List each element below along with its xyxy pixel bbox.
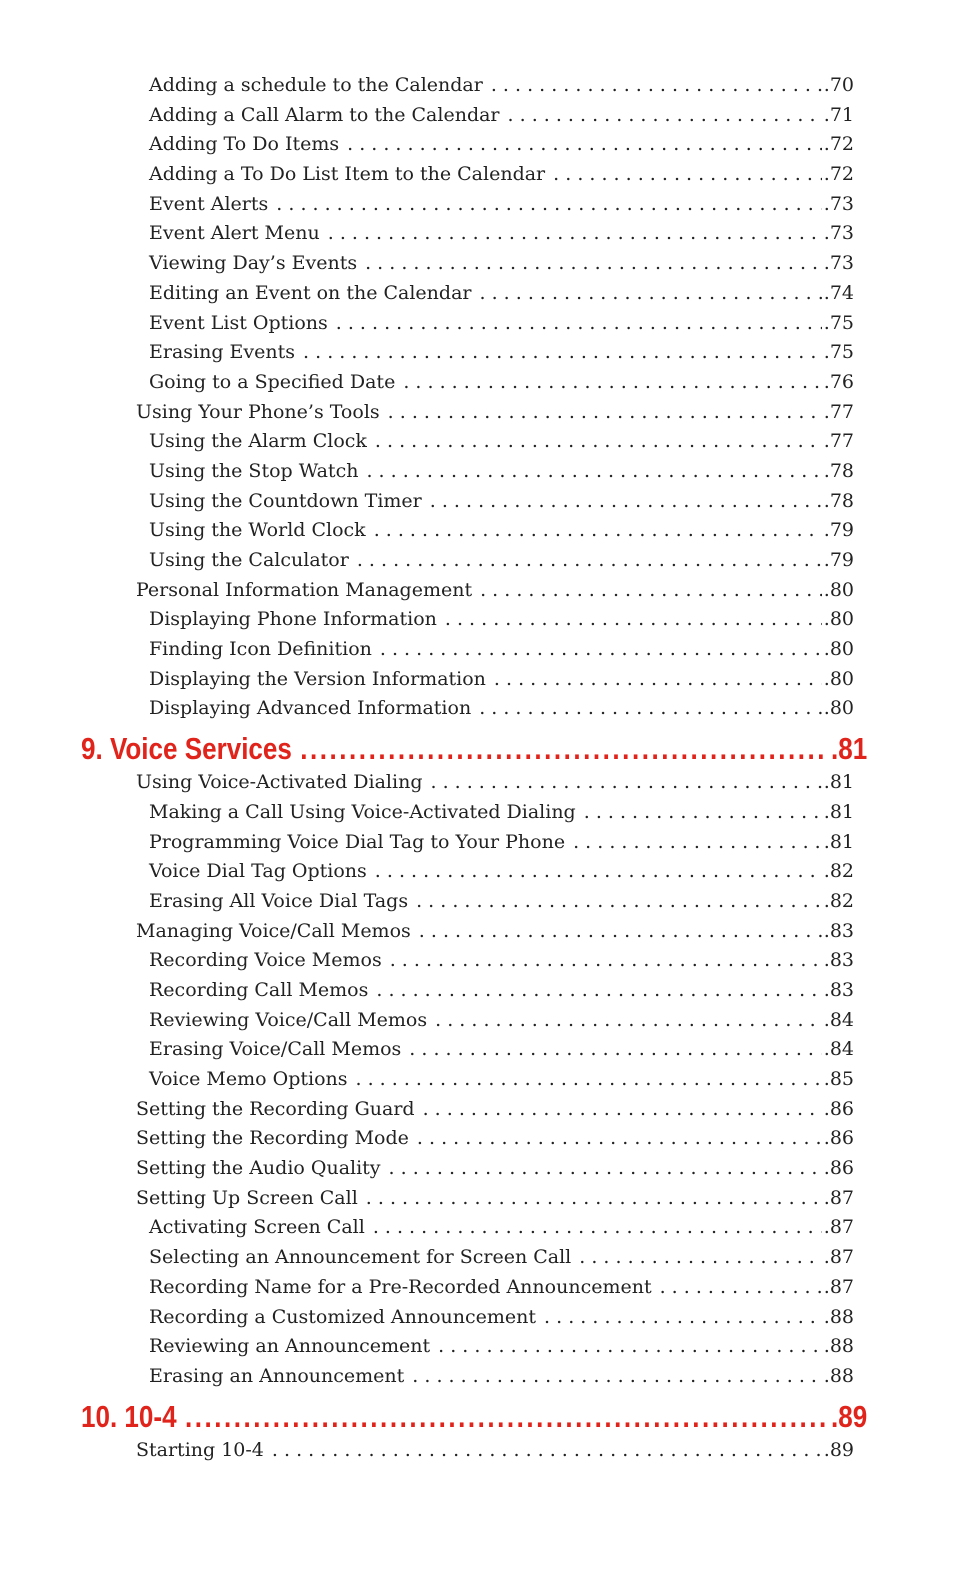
toc-entry-title: Adding a schedule to the Calendar xyxy=(149,74,483,96)
toc-entry-title: Using the Calculator xyxy=(149,549,349,571)
toc-entry-page-number: .81 xyxy=(823,771,854,794)
dot-leader xyxy=(375,430,822,452)
dot-leader xyxy=(300,731,827,767)
dot-leader xyxy=(579,1246,822,1268)
toc-entry[interactable] xyxy=(0,608,854,638)
toc-entry[interactable] xyxy=(0,860,854,890)
toc-entry-page-number: .73 xyxy=(823,222,854,245)
toc-entry-page-number: .83 xyxy=(823,978,854,1001)
toc-entry-page-number: .82 xyxy=(823,860,854,883)
toc-entry[interactable] xyxy=(0,371,854,401)
toc-entry[interactable] xyxy=(0,341,854,371)
toc-entry-page-number: .88 xyxy=(823,1335,854,1358)
toc-entry[interactable] xyxy=(0,697,854,727)
toc-entry[interactable] xyxy=(0,460,854,490)
toc-entry-title: Reviewing Voice/Call Memos xyxy=(149,1008,428,1031)
toc-entry-page-number: .72 xyxy=(823,133,854,156)
dot-leader xyxy=(438,1335,822,1357)
toc-entry-page-number: .87 xyxy=(823,1186,854,1209)
toc-entry-title: Finding Icon Definition xyxy=(149,638,372,661)
toc-entry[interactable] xyxy=(0,1127,854,1157)
toc-entry[interactable] xyxy=(0,163,854,193)
toc-entry-page-number: .84 xyxy=(823,1038,854,1061)
toc-entry[interactable] xyxy=(0,1306,854,1336)
toc-entry[interactable] xyxy=(0,312,854,342)
dot-leader xyxy=(430,490,822,512)
dot-leader xyxy=(480,579,822,601)
dot-leader xyxy=(328,222,822,244)
dot-leader xyxy=(430,771,821,793)
toc-entry-title: Event Alert Menu xyxy=(149,222,320,245)
toc-entry[interactable] xyxy=(0,1216,854,1246)
toc-entry[interactable] xyxy=(0,1038,854,1068)
toc-entry-title: Voice Dial Tag Options xyxy=(149,860,367,883)
toc-entry-page-number: .88 xyxy=(823,1305,854,1328)
toc-entry-title: Erasing an Announcement xyxy=(149,1364,405,1387)
dot-leader xyxy=(417,1127,822,1149)
dot-leader xyxy=(357,549,822,571)
toc-entry-title: Setting the Recording Guard xyxy=(136,1097,415,1120)
dot-leader xyxy=(409,1038,821,1060)
toc-entry-page-number: .81 xyxy=(823,830,854,853)
toc-entry-page-number: .74 xyxy=(823,281,854,304)
toc-entry-title: Erasing Events xyxy=(149,341,296,364)
toc-entry[interactable] xyxy=(0,133,854,163)
toc-entry[interactable] xyxy=(0,920,854,950)
dot-leader xyxy=(553,163,822,185)
dot-leader xyxy=(185,1399,828,1435)
toc-entry[interactable] xyxy=(0,401,854,431)
toc-entry-title: Setting Up Screen Call xyxy=(136,1186,358,1209)
toc-entry[interactable] xyxy=(0,831,854,861)
toc-entry-title: Setting the Recording Mode xyxy=(136,1127,409,1150)
dot-leader xyxy=(373,1216,822,1238)
dot-leader xyxy=(303,341,822,363)
toc-entry-title: Recording Name for a Pre-Recorded Announcement xyxy=(149,1275,652,1298)
dot-leader xyxy=(494,668,822,690)
toc-entry-page-number: .70 xyxy=(823,74,854,96)
toc-entry-title: Using Your Phone’s Tools xyxy=(136,400,380,423)
toc-entry-title: Recording Call Memos xyxy=(149,978,369,1001)
toc-entry-page-number: .71 xyxy=(823,103,854,126)
toc-entry-title: Adding a Call Alarm to the Calendar xyxy=(149,103,500,126)
toc-entry-page-number: .80 xyxy=(823,697,854,720)
dot-leader xyxy=(276,193,822,215)
dot-leader xyxy=(366,460,821,482)
toc-entry[interactable] xyxy=(0,1365,854,1395)
toc-entry-title: Using the Alarm Clock xyxy=(149,430,367,453)
toc-entry-title: Viewing Day’s Events xyxy=(149,252,358,275)
toc-entry-page-number: .82 xyxy=(823,889,854,912)
toc-entry[interactable] xyxy=(0,1439,854,1469)
dot-leader xyxy=(365,252,822,274)
toc-entry-page-number: .77 xyxy=(823,400,854,423)
toc-entry-title: Event List Options xyxy=(149,311,328,334)
toc-entry-title: Voice Memo Options xyxy=(149,1068,348,1090)
toc-entry-title: Using the Stop Watch xyxy=(149,459,359,482)
toc-entry-page-number: .77 xyxy=(823,430,854,453)
table-of-contents xyxy=(0,74,954,1468)
toc-entry[interactable] xyxy=(0,1335,854,1365)
toc-entry[interactable] xyxy=(0,1246,854,1276)
dot-leader xyxy=(366,1187,822,1209)
toc-entry-page-number: .83 xyxy=(823,919,854,942)
toc-entry-title: 10. 10-4 xyxy=(81,1398,177,1434)
toc-entry[interactable] xyxy=(0,949,854,979)
toc-entry[interactable] xyxy=(0,638,854,668)
dot-leader xyxy=(389,1157,822,1179)
dot-leader xyxy=(412,1365,822,1387)
toc-entry-page-number: .80 xyxy=(823,667,854,690)
toc-entry-title: Managing Voice/Call Memos xyxy=(136,919,411,942)
dot-leader xyxy=(445,608,822,630)
toc-entry[interactable] xyxy=(0,282,854,312)
dot-leader xyxy=(356,1068,822,1090)
toc-entry-title: Programming Voice Dial Tag to Your Phone xyxy=(149,830,566,853)
dot-leader xyxy=(423,1098,822,1120)
toc-entry-title: Recording a Customized Announcement xyxy=(149,1305,537,1328)
dot-leader xyxy=(374,519,822,541)
toc-entry-title: Personal Information Management xyxy=(136,578,473,601)
toc-entry-page-number: .81 xyxy=(831,731,868,767)
toc-entry[interactable] xyxy=(0,549,854,579)
toc-entry-page-number: .75 xyxy=(823,311,854,334)
toc-entry-page-number: .80 xyxy=(823,638,854,661)
toc-entry[interactable] xyxy=(0,890,854,920)
toc-entry-page-number: .89 xyxy=(823,1438,854,1461)
toc-entry-title: Going to a Specified Date xyxy=(149,370,396,393)
toc-entry-page-number: .73 xyxy=(823,192,854,215)
toc-entry[interactable] xyxy=(0,193,854,223)
dot-leader xyxy=(660,1276,822,1298)
toc-entry-title: Displaying the Version Information xyxy=(149,667,486,690)
toc-entry[interactable] xyxy=(0,1187,854,1217)
toc-entry-title: Editing an Event on the Calendar xyxy=(149,281,472,304)
toc-entry[interactable] xyxy=(0,1276,854,1306)
toc-entry[interactable] xyxy=(0,490,854,520)
toc-entry[interactable] xyxy=(0,1068,854,1098)
toc-entry-title: Event Alerts xyxy=(149,192,269,215)
dot-leader xyxy=(375,860,822,882)
toc-entry-page-number: .86 xyxy=(823,1157,854,1180)
toc-entry-title: Erasing All Voice Dial Tags xyxy=(149,889,409,912)
dot-leader xyxy=(376,979,821,1001)
toc-chapter-heading[interactable] xyxy=(13,1395,867,1439)
dot-leader xyxy=(380,638,822,660)
toc-entry-title: Adding To Do Items xyxy=(149,133,340,156)
dot-leader xyxy=(508,104,822,126)
dot-leader xyxy=(435,1009,822,1031)
toc-entry[interactable] xyxy=(0,519,854,549)
toc-entry[interactable] xyxy=(0,430,854,460)
toc-chapter-heading[interactable] xyxy=(13,727,867,771)
toc-entry-page-number: .79 xyxy=(823,549,854,571)
toc-entry-page-number: .78 xyxy=(823,459,854,482)
toc-entry-page-number: .80 xyxy=(823,578,854,601)
toc-entry-title: Starting 10-4 xyxy=(136,1438,264,1461)
toc-entry[interactable] xyxy=(0,579,854,609)
toc-entry[interactable] xyxy=(0,979,854,1009)
toc-entry[interactable] xyxy=(0,222,854,252)
dot-leader xyxy=(491,74,822,96)
toc-entry-page-number: .78 xyxy=(823,489,854,512)
dot-leader xyxy=(419,920,822,942)
dot-leader xyxy=(347,133,822,155)
toc-entry-page-number: .86 xyxy=(823,1127,854,1150)
toc-entry-title: Adding a To Do List Item to the Calendar xyxy=(149,163,546,186)
dot-leader xyxy=(388,401,822,423)
toc-entry-title: Using the World Clock xyxy=(149,519,366,542)
toc-entry-title: 9. Voice Services xyxy=(81,731,292,767)
dot-leader xyxy=(390,949,822,971)
toc-entry-page-number: .80 xyxy=(823,608,854,631)
toc-entry-page-number: .87 xyxy=(823,1275,854,1298)
dot-leader xyxy=(480,282,822,304)
toc-entry[interactable] xyxy=(0,668,854,698)
toc-entry-page-number: .79 xyxy=(823,519,854,542)
toc-entry-page-number: .86 xyxy=(823,1097,854,1120)
toc-entry-page-number: .83 xyxy=(823,949,854,972)
dot-leader xyxy=(416,890,822,912)
toc-entry-page-number: .76 xyxy=(823,370,854,393)
toc-entry[interactable] xyxy=(0,74,854,104)
toc-entry-title: Using Voice-Activated Dialing xyxy=(136,771,423,794)
toc-entry[interactable] xyxy=(0,104,854,134)
toc-entry-title: Displaying Phone Information xyxy=(149,608,437,631)
toc-entry-page-number: .75 xyxy=(823,341,854,364)
toc-entry-page-number: .88 xyxy=(823,1364,854,1387)
toc-entry[interactable] xyxy=(0,1157,854,1187)
toc-entry[interactable] xyxy=(0,1098,854,1128)
toc-entry-page-number: .85 xyxy=(823,1068,854,1090)
toc-entry-title: Displaying Advanced Information xyxy=(149,697,472,720)
toc-entry-page-number: .73 xyxy=(823,252,854,275)
dot-leader xyxy=(479,697,822,719)
toc-entry-page-number: .89 xyxy=(831,1398,868,1434)
toc-entry-title: Erasing Voice/Call Memos xyxy=(149,1038,402,1061)
toc-entry-title: Activating Screen Call xyxy=(149,1216,365,1239)
toc-entry-title: Making a Call Using Voice-Activated Dialing xyxy=(149,800,576,823)
toc-entry-title: Reviewing an Announcement xyxy=(149,1335,431,1358)
toc-entry-title: Setting the Audio Quality xyxy=(136,1157,381,1180)
toc-entry-page-number: .81 xyxy=(823,800,854,823)
toc-entry[interactable] xyxy=(0,771,854,801)
toc-entry-page-number: .87 xyxy=(823,1216,854,1239)
toc-entry[interactable] xyxy=(0,1009,854,1039)
dot-leader xyxy=(336,312,822,334)
toc-entry-page-number: .72 xyxy=(823,163,854,186)
dot-leader xyxy=(573,831,822,853)
dot-leader xyxy=(403,371,821,393)
toc-entry-page-number: .84 xyxy=(823,1008,854,1031)
toc-entry-title: Selecting an Announcement for Screen Call xyxy=(149,1246,572,1269)
dot-leader xyxy=(272,1439,822,1461)
dot-leader xyxy=(544,1306,822,1328)
toc-entry-title: Using the Countdown Timer xyxy=(149,489,422,512)
toc-entry[interactable] xyxy=(0,801,854,831)
toc-entry[interactable] xyxy=(0,252,854,282)
dot-leader xyxy=(584,801,822,823)
toc-entry-title: Recording Voice Memos xyxy=(149,949,382,972)
toc-entry-page-number: .87 xyxy=(823,1246,854,1269)
